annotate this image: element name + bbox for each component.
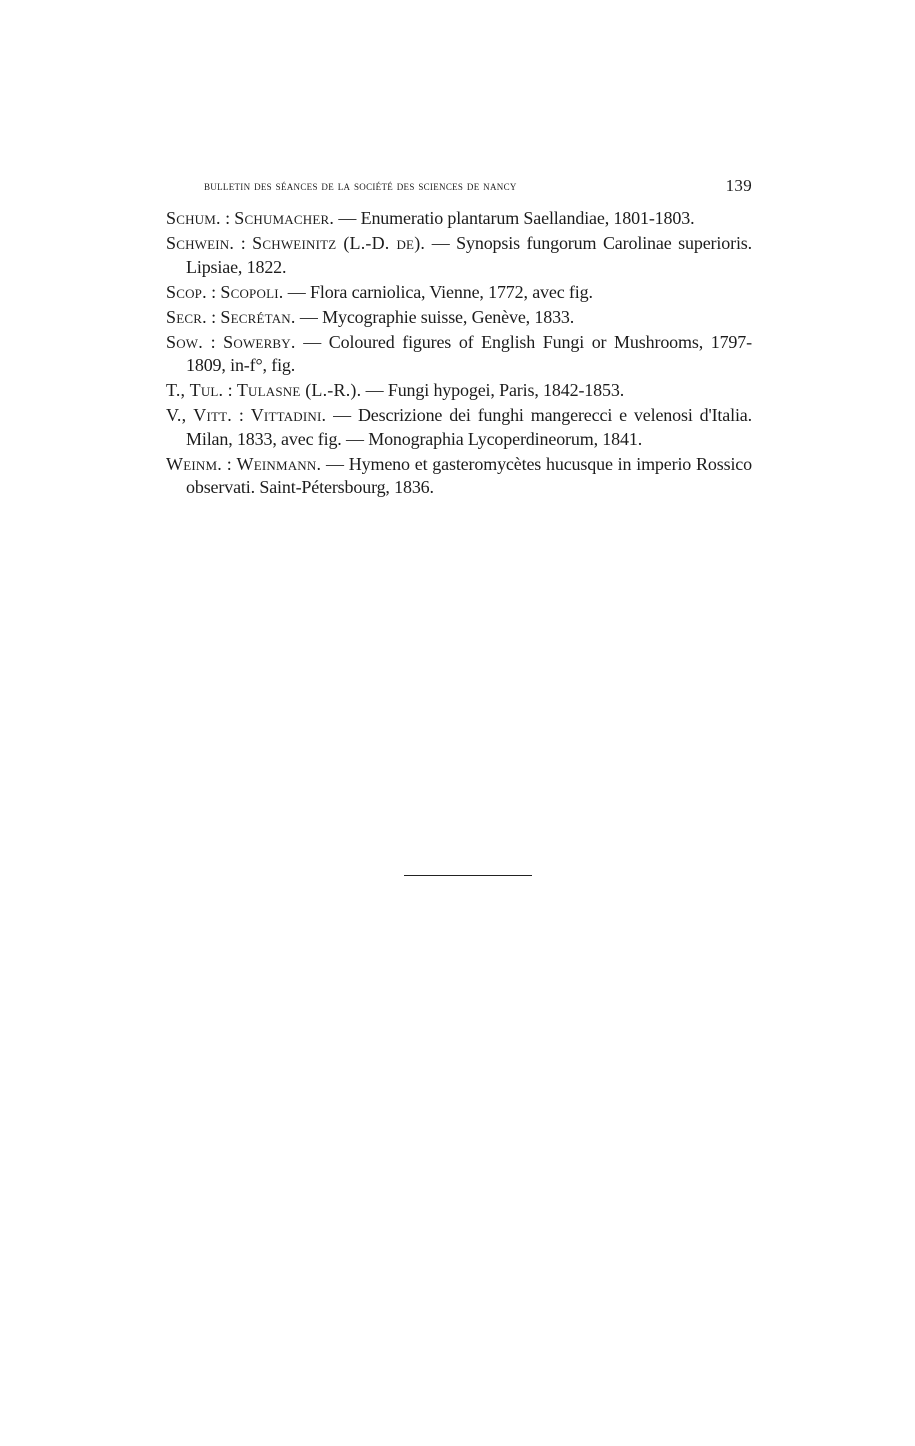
entry-author: Scopoli. xyxy=(220,281,284,302)
page-number: 139 xyxy=(725,176,752,195)
entry-abbreviation: Schum. xyxy=(166,208,221,228)
entry-separator: : xyxy=(234,233,253,253)
entry-separator: : xyxy=(206,306,221,327)
entry-abbreviation: Weinm. xyxy=(166,453,222,474)
list-item xyxy=(166,404,752,451)
entry-author: Schweinitz (L.-D. de). xyxy=(252,233,426,253)
entry-abbreviation: Scop. xyxy=(166,281,207,302)
entry-separator: : xyxy=(202,331,224,352)
list-item xyxy=(166,331,752,378)
entry-abbreviation: Schwein. xyxy=(166,233,235,253)
list-item xyxy=(166,379,752,403)
list-item xyxy=(166,232,752,279)
entry-text: — Flora carniolica, Vienne, 1772, avec fig. xyxy=(283,281,593,302)
entry-abbreviation: Sow. xyxy=(166,331,203,352)
list-item xyxy=(166,306,752,330)
entry-text: — Mycographie suisse, Genève, 1833. xyxy=(295,306,575,327)
entry-text: — Synopsis fungorum Carolinae superioris. Lipsiae, 1822. xyxy=(186,233,753,277)
entry-abbreviation: T., Tul. xyxy=(166,380,224,400)
entry-author: Weinmann. xyxy=(236,453,322,474)
list-item xyxy=(166,453,752,500)
entry-text: — Coloured figures of English Fungi or Mushrooms, 1797-1809, in-f°, fig. xyxy=(186,331,752,375)
running-header-title: bulletin des séances de la société des sciences de nancy xyxy=(204,178,517,193)
entry-author: Schumacher. xyxy=(234,208,335,228)
abbreviation-list xyxy=(166,207,752,501)
entry-text: — Fungi hypogei, Paris, 1842-1853. xyxy=(361,380,625,400)
entry-text: — Enumeratio plantarum Saellandiae, 1801-1803. xyxy=(334,208,695,228)
entry-separator: : xyxy=(223,380,237,400)
entry-author: Sowerby. xyxy=(223,331,296,352)
entry-separator: : xyxy=(220,208,235,228)
entry-abbreviation: V., Vitt. xyxy=(166,405,232,425)
entry-abbreviation: Secr. xyxy=(166,306,207,327)
entry-separator: : xyxy=(206,281,221,302)
entry-separator: : xyxy=(221,453,237,474)
entry-author: Vittadini. xyxy=(250,405,327,425)
entry-text: — Hymeno et gasteromycètes hucusque in imperio Rossico observati. Saint-Pétersbourg, 1836. xyxy=(186,453,752,497)
entry-author: Secrétan. xyxy=(220,306,296,327)
entry-text: — Descrizione dei funghi mangerecci e velenosi d'Italia. Milan, 1833, avec fig. — Monographia Lycoperdineorum, 1841. xyxy=(186,405,752,449)
list-item xyxy=(166,207,752,231)
closing-rule xyxy=(404,875,532,876)
entry-author: Tulasne (L.-R.). xyxy=(236,380,362,400)
entry-separator: : xyxy=(231,405,251,425)
list-item xyxy=(166,281,752,305)
